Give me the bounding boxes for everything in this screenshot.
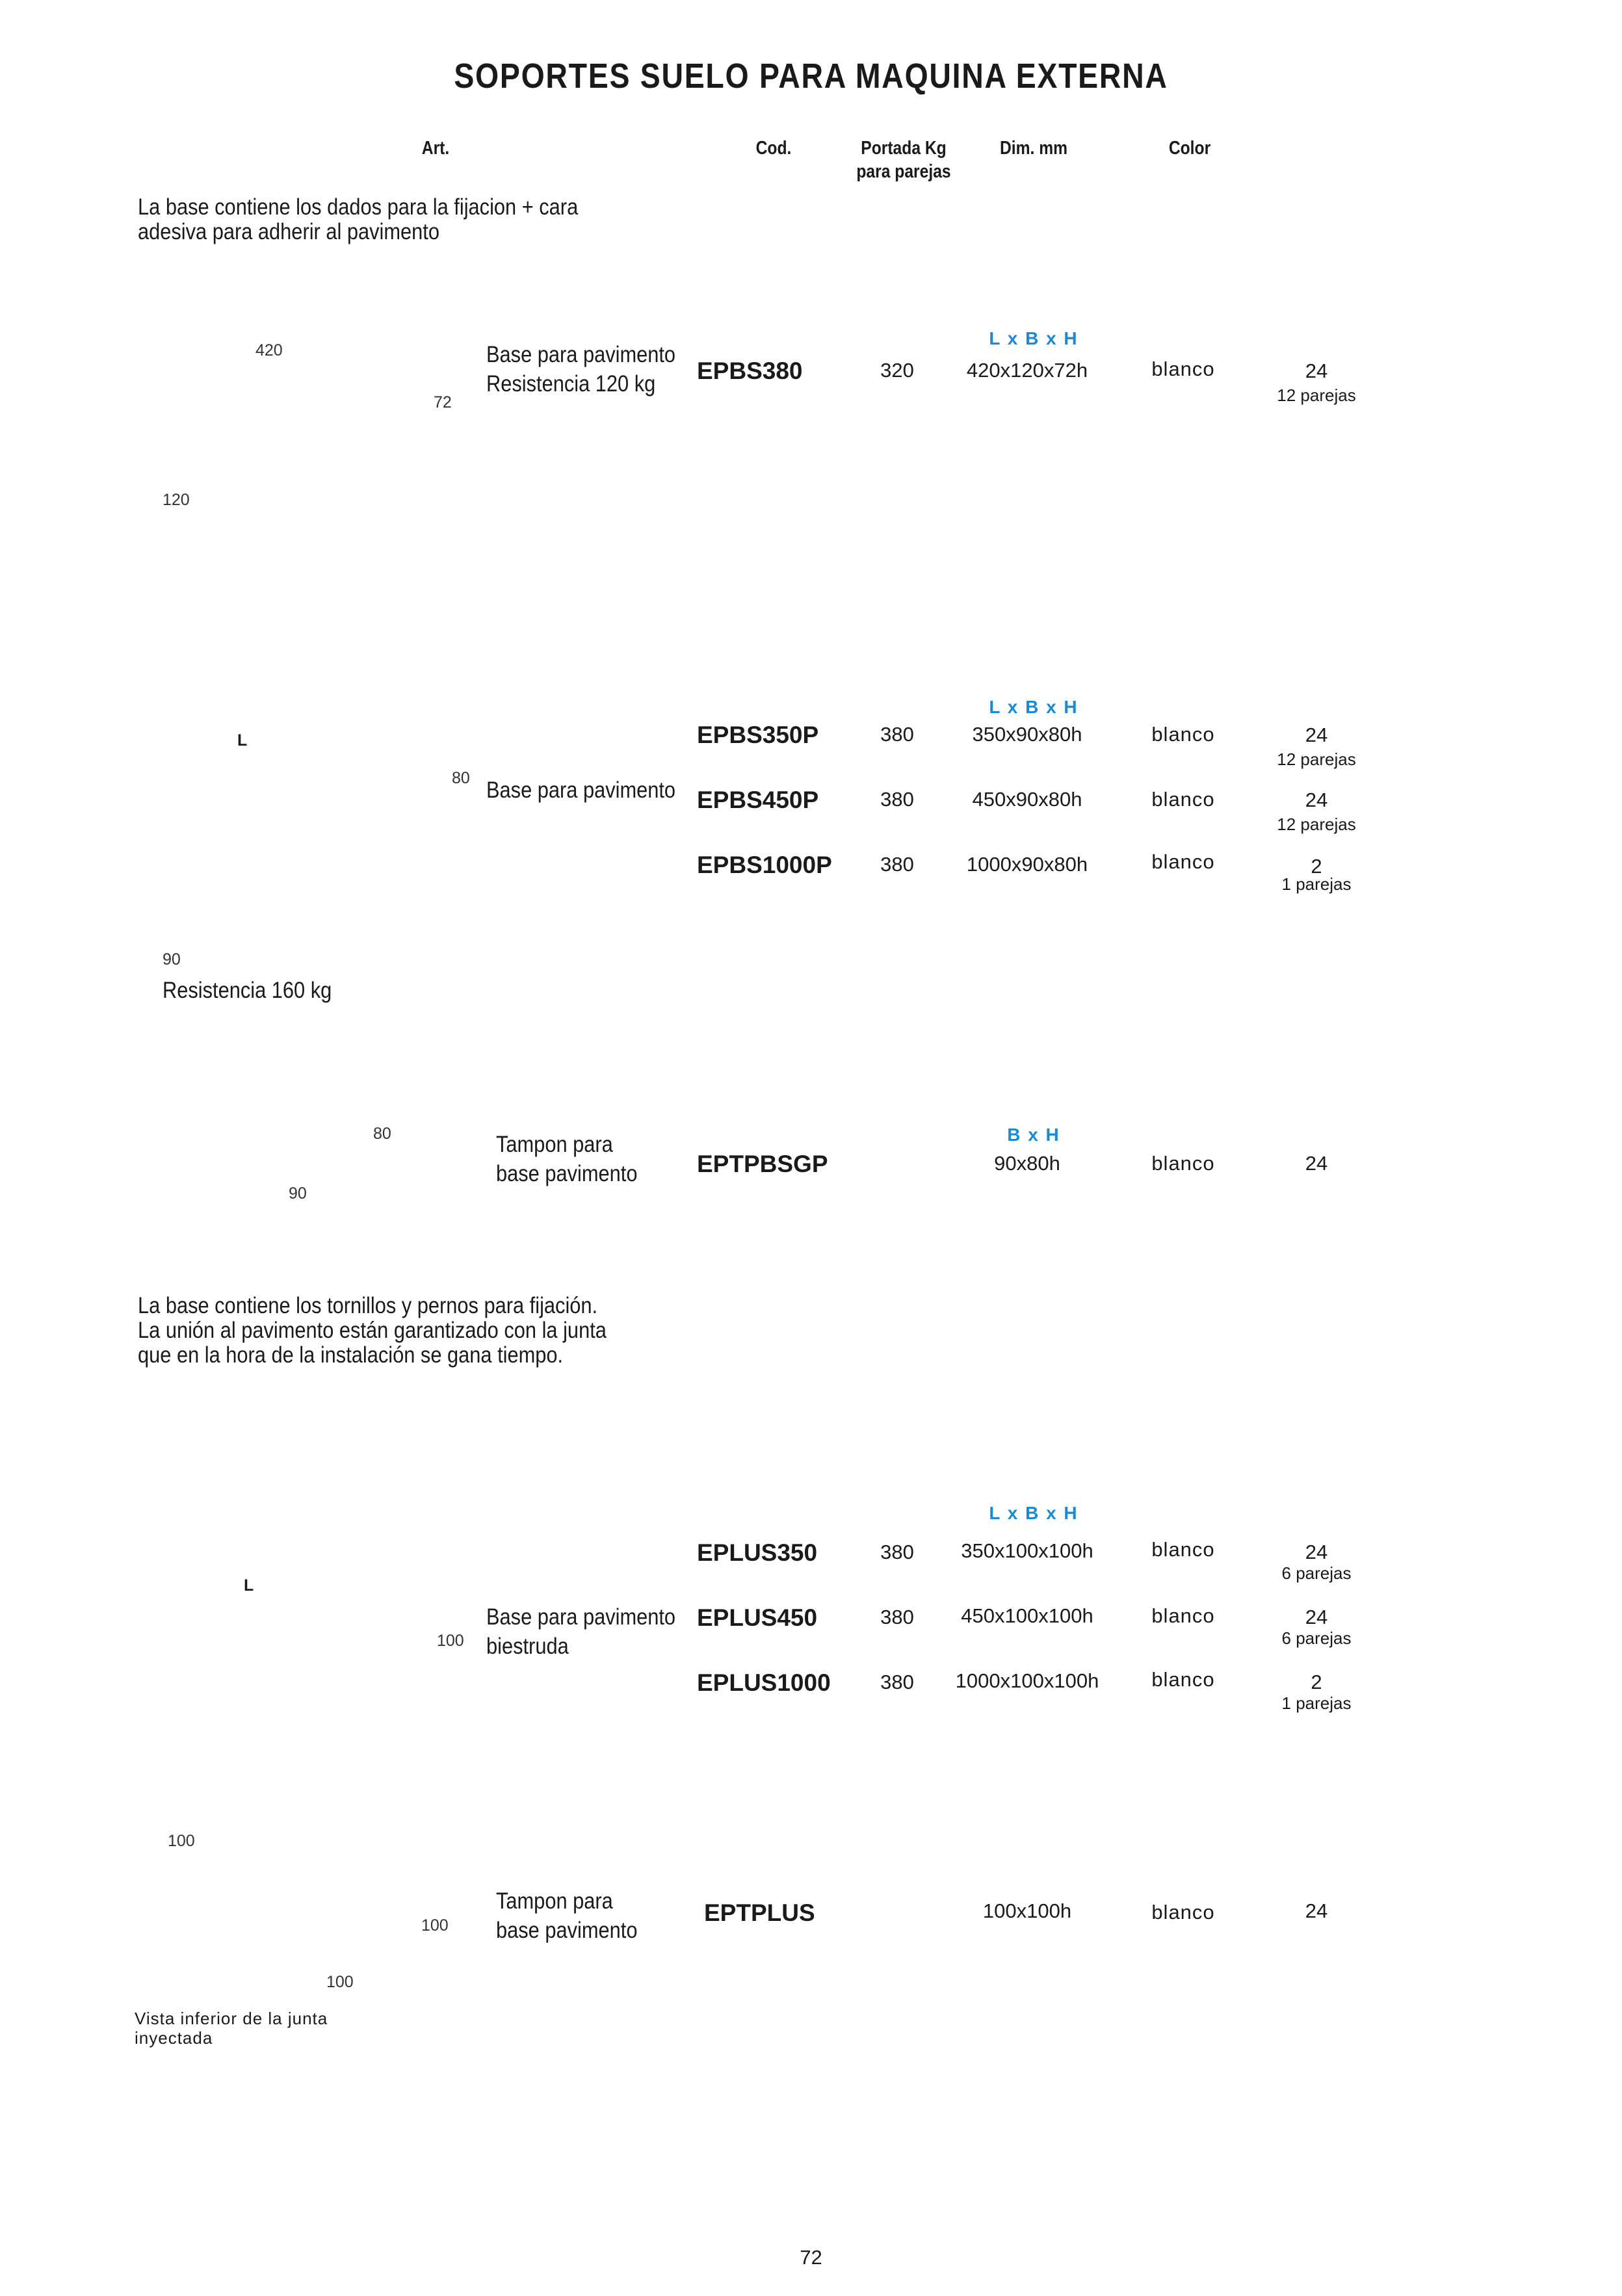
dim-format-label: L x B x H	[989, 697, 1079, 717]
load-kg: 380	[880, 853, 914, 876]
dimension-letter: L	[244, 1576, 254, 1595]
note-tornillos: La base contiene los tornillos y pernos para fijación. La unión al pavimento están garantizado con la junta que en la hora de la instalación se gana tiempo.	[138, 1293, 607, 1368]
product-description: Base para pavimento biestruda	[486, 1604, 676, 1659]
dimension-label: 90	[289, 1184, 307, 1203]
color-value: blanco	[1151, 1152, 1215, 1175]
quantity: 24	[1305, 1606, 1328, 1628]
pairs-count: 12 parejas	[1277, 815, 1356, 834]
load-kg: 380	[880, 1606, 914, 1628]
header-art: Art.	[421, 138, 450, 159]
header-portada: Portada Kg para parejas	[856, 138, 951, 182]
dimension-label: 72	[434, 393, 452, 411]
load-kg: 380	[880, 1541, 914, 1563]
resistance-note: Resistencia 160 kg	[163, 978, 332, 1003]
dimension-label: 80	[373, 1125, 391, 1143]
note-dados: La base contiene los dados para la fijacion + cara adesiva para adherir al pavimento	[138, 194, 579, 244]
dimensions: 90x80h	[994, 1152, 1060, 1175]
pairs-count: 6 parejas	[1281, 1563, 1352, 1583]
dimension-label: 100	[421, 1916, 449, 1935]
product-code: EPLUS350	[697, 1539, 818, 1566]
header-cod: Cod.	[755, 138, 792, 159]
pairs-count: 12 parejas	[1277, 385, 1356, 405]
dimensions: 450x100x100h	[961, 1604, 1093, 1627]
quantity: 2	[1311, 1671, 1322, 1693]
product-code: EPBS350P	[697, 722, 819, 748]
product-code: EPLUS450	[697, 1604, 818, 1631]
dimensions: 420x120x72h	[966, 359, 1088, 382]
product-description: Base para pavimento Resistencia 120 kg	[486, 342, 676, 397]
dimension-label: 120	[163, 491, 190, 509]
pairs-count: 12 parejas	[1277, 750, 1356, 769]
pairs-count: 6 parejas	[1281, 1628, 1352, 1648]
color-value: blanco	[1151, 1604, 1215, 1627]
dimension-label: 100	[168, 1832, 195, 1850]
color-value: blanco	[1151, 1668, 1215, 1691]
color-value: blanco	[1151, 723, 1215, 746]
quantity: 24	[1305, 1152, 1328, 1175]
dimension-label: 90	[163, 950, 181, 969]
quantity: 24	[1305, 1541, 1328, 1563]
quantity: 24	[1305, 359, 1328, 382]
pairs-count: 1 parejas	[1281, 874, 1352, 894]
color-value: blanco	[1151, 788, 1215, 811]
pairs-count: 1 parejas	[1281, 1693, 1352, 1713]
dim-format-label: B x H	[1007, 1125, 1060, 1145]
product-code: EPBS380	[697, 358, 803, 384]
dim-format-label: L x B x H	[989, 328, 1079, 348]
product-description: Tampon para base pavimento	[496, 1888, 638, 1943]
dimension-label: 100	[437, 1632, 464, 1650]
dimensions: 450x90x80h	[972, 788, 1082, 811]
color-value: blanco	[1151, 850, 1215, 873]
load-kg: 380	[880, 1671, 914, 1693]
header-color: Color	[1168, 138, 1211, 159]
dimension-label: 420	[255, 341, 283, 359]
bottom-view-note: Vista inferior de la junta inyectada	[135, 2009, 328, 2048]
quantity: 2	[1311, 855, 1322, 878]
dimension-label: 80	[452, 769, 470, 787]
dimensions: 350x100x100h	[961, 1539, 1093, 1562]
dimension-label: 100	[326, 1973, 354, 1991]
dimensions: 1000x100x100h	[955, 1669, 1099, 1692]
dim-format-label: L x B x H	[989, 1503, 1079, 1523]
product-code: EPBS450P	[697, 787, 819, 813]
color-value: blanco	[1151, 1538, 1215, 1561]
dimension-letter: L	[237, 731, 248, 750]
dimensions: 350x90x80h	[972, 723, 1082, 746]
page-number: 72	[800, 2246, 822, 2269]
quantity: 24	[1305, 724, 1328, 746]
product-description: Tampon para base pavimento	[496, 1132, 638, 1186]
load-kg: 320	[880, 359, 914, 382]
quantity: 24	[1305, 789, 1328, 811]
load-kg: 380	[880, 723, 914, 746]
load-kg: 380	[880, 788, 914, 811]
product-code: EPBS1000P	[697, 852, 832, 878]
dimensions: 1000x90x80h	[966, 853, 1088, 876]
product-description: Base para pavimento	[486, 777, 676, 803]
quantity: 24	[1305, 1899, 1328, 1922]
product-code: EPLUS1000	[697, 1669, 831, 1696]
product-code: EPTPLUS	[704, 1899, 815, 1926]
color-value: blanco	[1151, 358, 1215, 380]
page-title: SOPORTES SUELO PARA MAQUINA EXTERNA	[454, 57, 1168, 96]
dimensions: 100x100h	[982, 1899, 1072, 1922]
color-value: blanco	[1151, 1901, 1215, 1924]
header-dim: Dim. mm	[999, 138, 1068, 159]
product-code: EPTPBSGP	[697, 1151, 828, 1177]
